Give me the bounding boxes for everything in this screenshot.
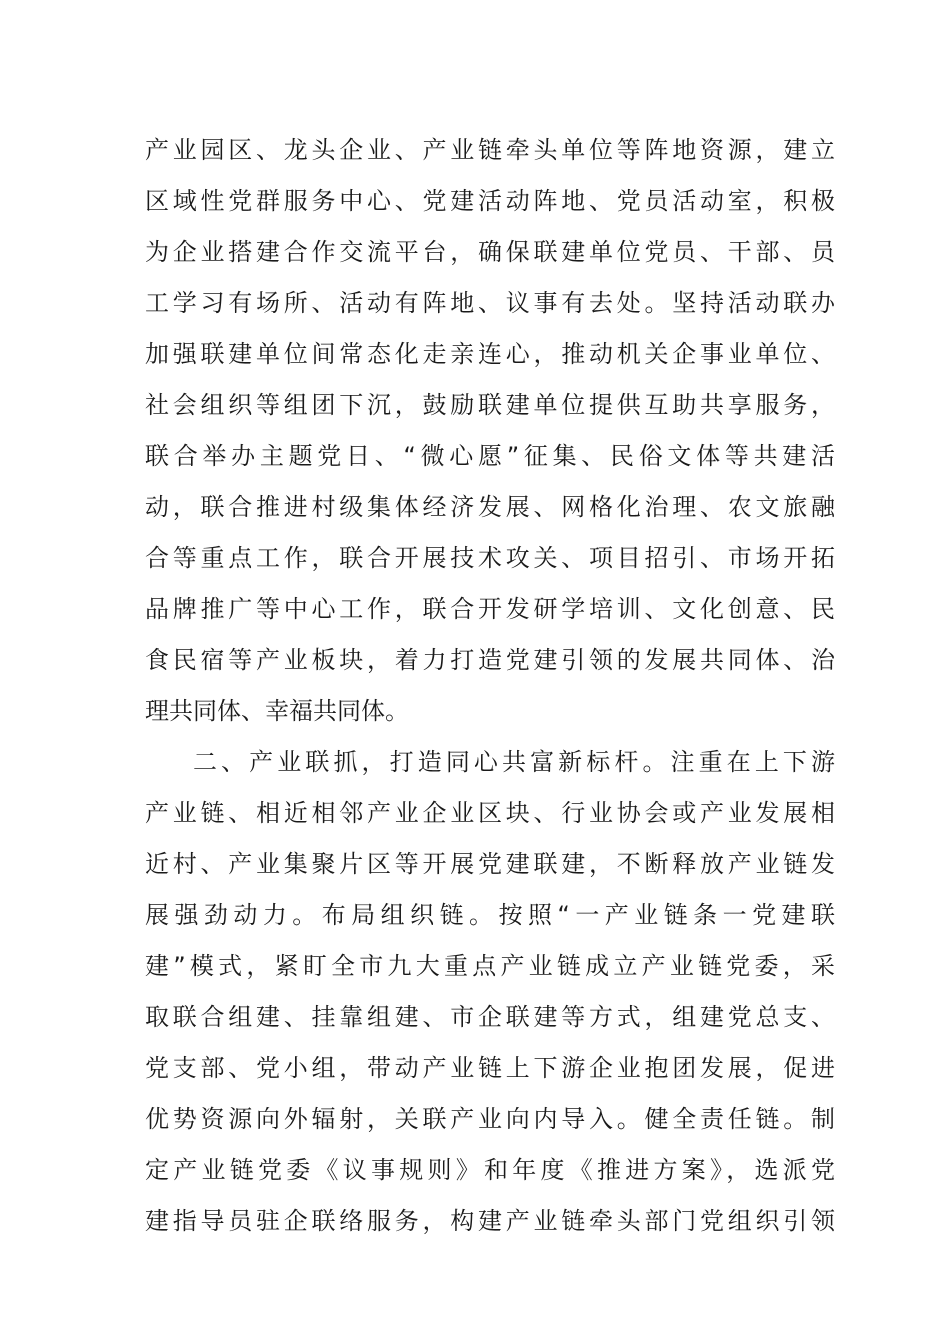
- text-line: 党支部、党小组，带动产业链上下游企业抱团发展，促进: [145, 1054, 835, 1082]
- text-line: 合等重点工作，联合开展技术攻关、项目招引、市场开拓: [145, 544, 835, 572]
- text-line: 定产业链党委《议事规则》和年度《推进方案》，选派党: [145, 1156, 835, 1184]
- text-line: 产业链、相近相邻产业企业区块、行业协会或产业发展相: [145, 799, 835, 827]
- text-line: 理共同体、幸福共同体。: [145, 697, 409, 725]
- text-line: 社会组织等组团下沉，鼓励联建单位提供互助共享服务，: [145, 391, 835, 419]
- text-line: 展强劲动力。布局组织链。按照“一产业链条一党建联: [145, 901, 835, 929]
- text-line: 建指导员驻企联络服务，构建产业链牵头部门党组织引领: [145, 1207, 835, 1235]
- text-line: 动，联合推进村级集体经济发展、网格化治理、农文旅融: [145, 493, 835, 521]
- paragraph-2: [145, 737, 835, 1247]
- text-line: 联合举办主题党日、“微心愿”征集、民俗文体等共建活: [145, 442, 835, 470]
- text-line: 加强联建单位间常态化走亲连心，推动机关企事业单位、: [145, 340, 835, 368]
- text-line: 为企业搭建合作交流平台，确保联建单位党员、干部、员: [145, 238, 835, 266]
- text-line: 区域性党群服务中心、党建活动阵地、党员活动室，积极: [145, 187, 835, 215]
- text-line: 品牌推广等中心工作，联合开发研学培训、文化创意、民: [145, 595, 835, 623]
- text-line: 近村、产业集聚片区等开展党建联建，不断释放产业链发: [145, 850, 835, 878]
- text-line: 工学习有场所、活动有阵地、议事有去处。坚持活动联办: [145, 289, 835, 317]
- text-line: 优势资源向外辐射，关联产业向内导入。健全责任链。制: [145, 1105, 835, 1133]
- body-text: [145, 125, 835, 1247]
- paragraph-1: [145, 125, 835, 737]
- text-line: 取联合组建、挂靠组建、市企联建等方式，组建党总支、: [145, 1003, 835, 1031]
- text-line: 建”模式，紧盯全市九大重点产业链成立产业链党委，采: [145, 952, 835, 980]
- text-line: 食民宿等产业板块，着力打造党建引领的发展共同体、治: [145, 646, 835, 674]
- text-line: 产业园区、龙头企业、产业链牵头单位等阵地资源，建立: [145, 136, 835, 164]
- text-line: 二、产业联抓，打造同心共富新标杆。注重在上下游: [193, 748, 835, 776]
